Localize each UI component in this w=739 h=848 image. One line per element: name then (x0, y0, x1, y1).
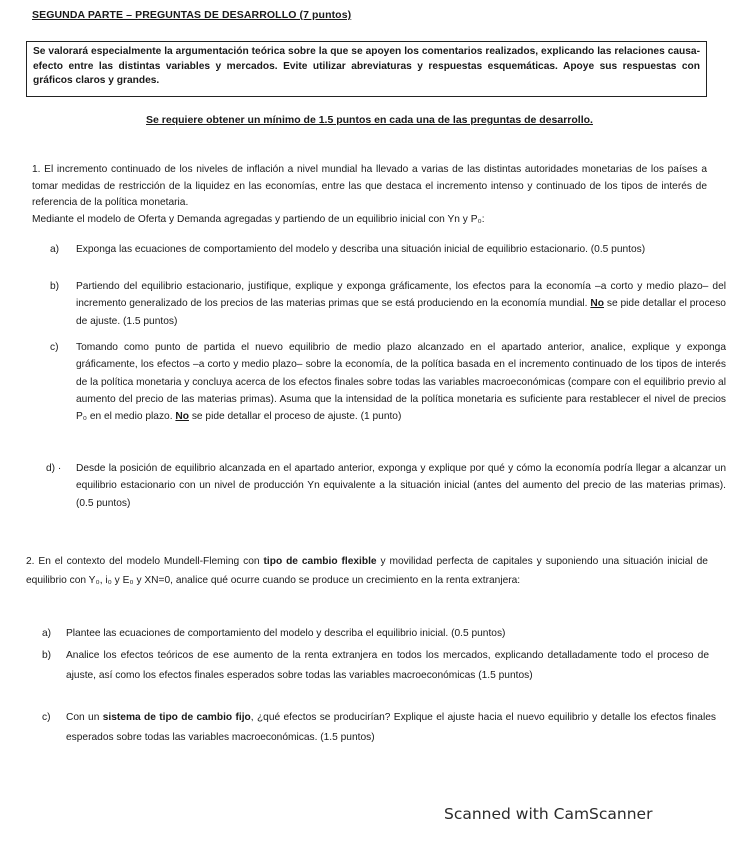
item-letter: c) (50, 342, 59, 353)
question-1-item-a (50, 241, 726, 258)
item-text: Plantee las ecuaciones de comportamiento del modelo y describa el equilibrio inicial. (0.5 puntos) (66, 628, 506, 639)
item-text: Desde la posición de equilibrio alcanzada en el apartado anterior, exponga y explique por qué y cómo la economía podría llegar a alcanzar un equilibrio estacionario con un nivel de producción Yn equivalente a la situación inicial (antes del aumento del precio de las materias primas). (0.5 puntos) (76, 463, 726, 509)
item-text: Tomando como punto de partida el nuevo equilibrio de medio plazo alcanzado en el apartado anterior, analice, explique y exponga gráficamente, los efectos –a corto y medio plazo– sobre la economía, de la política basada en el incremento continuado de los tipos de interés de la política monetaria y concluya acerca de los efectos finales sobre todas las variables macroeconómicas (compare con el equilibrio previo al aumento del precio de las materias primas). Asuma que la intensidad de la política monetaria es suficiente para restablecer el nivel de precios P₀ en el medio plazo. (76, 342, 726, 423)
question-2-statement: 2. En el contexto del modelo Mundell-Fleming con (26, 556, 260, 567)
item-letter: d) · (46, 463, 62, 474)
question-1-item-d (46, 460, 726, 512)
question-2-statement-continued: y movilidad perfecta de capitales y suponiendo una situación inicial de equilibrio con Y₀, i₀ y E₀ y XN=0, analice qué ocurre cuando se produce un crecimiento en la renta extranjera: (26, 556, 708, 586)
item-text: Exponga las ecuaciones de comportamiento del modelo y describa una situación inicial de equilibrio estacionario. (0.5 puntos) (76, 244, 646, 255)
question-2-emphasis: tipo de cambio flexible (263, 556, 377, 567)
instructions-text: Se valorará especialmente la argumentación teórica sobre la que se apoyen los comentarios realizados, explicando las relaciones causa-efecto entre las distintas variables y mercados. Evite utilizar abreviaturas y respuestas esquemáticas. Apoye sus respuestas con gráficos claros y grandes. (33, 46, 700, 86)
item-text: Analice los efectos teóricos de ese aumento de la renta extranjera en todos los mercados, explicando detalladamente todo el proceso de ajuste, así como los efectos finales esperados sobre todas las variables macroeconómicas (1.5 puntos) (66, 650, 709, 681)
question-2-item-c (42, 708, 716, 748)
item-letter: b) (42, 650, 52, 661)
question-1-statement: 1. El incremento continuado de los niveles de inflación a nivel mundial ha llevado a varias de las distintas autoridades monetarias de los países a tomar medidas de restricción de la liquidez en las economías, entre las que destaca el incremento intenso y continuado de los tipos de interés de referencia de la política monetaria. (32, 164, 707, 208)
question-2-item-a (42, 625, 709, 643)
item-text: Con un (66, 712, 100, 723)
item-emphasis: No (590, 298, 604, 310)
instructions-box (26, 41, 707, 97)
question-1-item-b (50, 278, 726, 330)
item-letter: c) (42, 712, 51, 723)
minimum-score-requirement: Se requiere obtener un mínimo de 1.5 puntos en cada una de las preguntas de desarrollo. (146, 114, 593, 126)
scanner-watermark: Scanned with CamScanner (444, 805, 653, 823)
question-1-intro (32, 162, 707, 228)
item-emphasis: sistema de tipo de cambio fijo (102, 712, 251, 723)
item-letter: a) (42, 628, 52, 639)
item-text: Partiendo del equilibrio estacionario, justifique, explique y exponga gráficamente, los efectos para la economía –a corto y medio plazo– del incremento generalizado de los precios de las materias primas que se está produciendo en la economía mundial. (76, 281, 726, 310)
question-2-intro (26, 552, 708, 590)
item-letter: b) (50, 281, 60, 292)
question-2-item-b (42, 646, 709, 686)
item-text-continued: , ¿qué efectos se producirían? Explique el ajuste hacia el nuevo equilibrio y detalle los efectos finales esperados sobre todas las variables macroeconómicas. (1.5 puntos) (66, 712, 716, 743)
question-1-item-c (50, 339, 726, 425)
item-text-continued: se pide detallar el proceso de ajuste. (1.5 puntos) (76, 298, 726, 327)
section-title: SEGUNDA PARTE – PREGUNTAS DE DESARROLLO (7 puntos) (32, 9, 352, 21)
item-text-continued: se pide detallar el proceso de ajuste. (1 punto) (191, 411, 402, 423)
question-1-model-setup: Mediante el modelo de Oferta y Demanda agregadas y partiendo de un equilibrio inicial con Yn y P₀: (32, 213, 485, 225)
item-letter: a) (50, 244, 60, 255)
item-emphasis: No (175, 411, 189, 423)
